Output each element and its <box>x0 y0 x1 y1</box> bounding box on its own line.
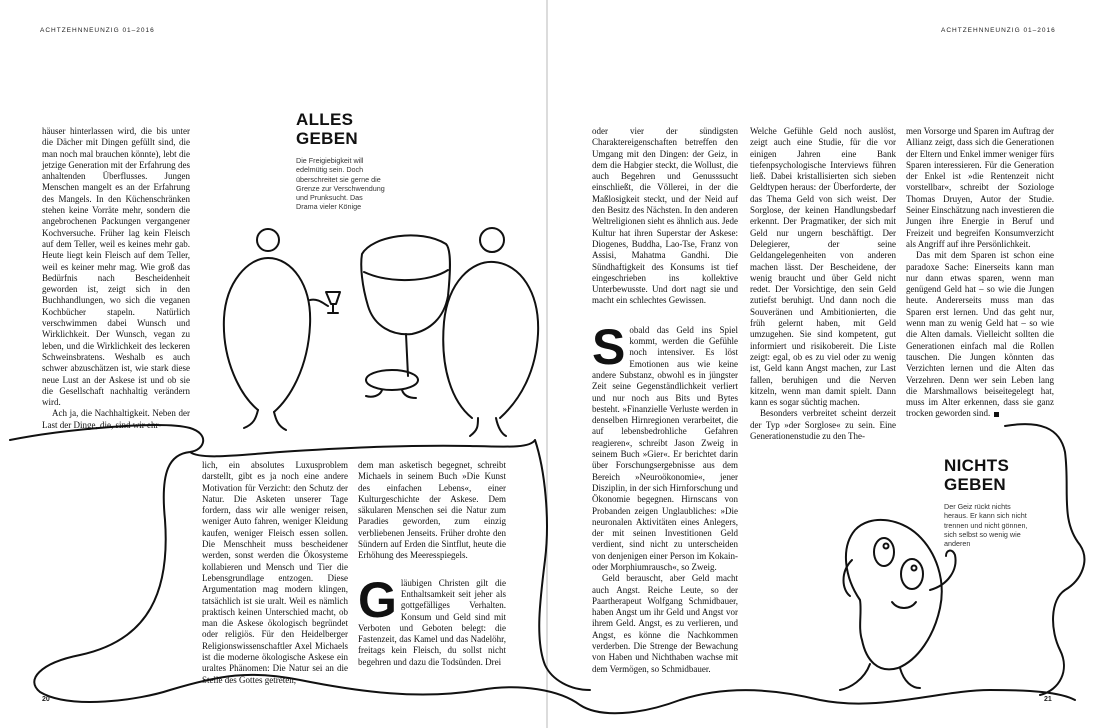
figure-left-legs <box>244 410 286 430</box>
text-column-5 <box>750 126 896 442</box>
text-column-2 <box>202 460 348 684</box>
wine-glass-left <box>326 292 340 313</box>
article-title-nichts-geben <box>944 456 1009 494</box>
text-column-3 <box>358 460 506 684</box>
figure-right-legs <box>470 418 506 436</box>
text-column-1 <box>42 126 190 428</box>
drop-cap: G <box>358 571 397 628</box>
paragraph: oder vier der sündigsten Charaktereigenschaften betreffen den Umgang mit den Dingen: der Geiz, in dem die Habgier steckt, die Wollust, die auch Begehren und Genusssucht einschließt, die Völlerei, in der die Maßlosigkeit steckt, und der Neid auf den Besitz des Nächsten. In den anderen Weltreligionen sieht es ähnlich aus. Jede Kultur hat ihren Superstar der Askese: Diogenes, Buddha, Lao-Tse, Franz von Assisi, Mahatma Gandhi. Die Sündhaftigkeit des Konsums ist tief eingeschrieben ins kollektive Unterbewusste. Und dort nagt sie und macht ein schlechtes Gewissen. <box>592 126 738 306</box>
egg-character-mouth <box>892 602 916 608</box>
running-header-right: ACHTZEHNNEUNZIG 01–2016 <box>941 27 1056 34</box>
title-line-2: GEBEN <box>296 129 358 148</box>
egg-character-pupil-right <box>912 566 917 571</box>
goblet-bowl <box>361 235 450 334</box>
paragraph: lich, ein absolutes Luxusproblem darstellt, gibt es ja noch eine andere Motivation für Verzicht: den Schutz der Natur. Die Asketen unserer Tage fordern, dass wir alle weniger reisen, weniger Auto fahren, weniger Kleidung kaufen, weniger Fleisch essen sollen. Die Menschheit muss bescheidener werden, sonst werden die Ökosysteme kollabieren und Mensch und Tier die Lebensgrundlage entzogen. Diese Argumentation mag modern klingen, tatsächlich ist sie uralt. Weil es nämlich praktisch keinen Unterschied macht, ob man die Askese ökologisch begründet oder religiös. Für den Heidelberger Religionswissenschaftler Axel Michaels ist die moderne ökologische Askese ein uraltes Phänomen: Die Natur sei an die Stelle des Gottes getreten, <box>202 460 348 685</box>
figure-left-arm <box>310 300 328 306</box>
text-column-4 <box>592 126 738 684</box>
text-column-6 <box>906 126 1054 432</box>
goblet-stem <box>406 334 408 376</box>
article-deck-alles-geben: Die Freigiebigkeit will edelmütig sein. Doch überschreitet sie gerne die Grenze zur Verschwendung und Prunksucht. Das Drama vieler Könige <box>296 156 385 212</box>
page-number-left: 20 <box>42 696 50 703</box>
drop-cap: S <box>592 318 626 375</box>
paragraph <box>906 250 1054 419</box>
running-header-left: ACHTZEHNNEUNZIG 01–2016 <box>40 27 155 34</box>
egg-character-outline <box>846 520 942 670</box>
figure-right-eye <box>480 228 504 252</box>
goblet-foot <box>366 370 418 390</box>
egg-character-eye-left <box>874 538 894 566</box>
title-line-2: GEBEN <box>944 475 1006 494</box>
paragraph: men Vorsorge und Sparen im Auftrag der Allianz zeigt, dass sich die Generationen der Eltern und Enkel immer weniger fürs Sparen interessieren. Für die Generation der Enkel ist »die Rentenzeit nicht vorstellbar«, schreibt der Soziologe Thomas Druyen, Autor der Studie. Seiner Einschätzung nach investieren die Jungen ihre Energie in Beruf und Freizeit und begreifen Konsumverzicht als Angriff auf ihre Persönlichkeit. <box>906 126 1054 249</box>
figure-left-outline <box>224 258 310 412</box>
page-number-right: 21 <box>1044 696 1052 703</box>
figure-right-outline <box>443 262 538 418</box>
goblet-feet <box>366 390 416 398</box>
paragraph-with-dropcap <box>592 318 738 574</box>
paragraph-text: läubigen Christen gilt die Enthaltsamkeit seit jeher als gottgefälliges Verhalten. Konsum und Geld sind mit Verboten und Geboten belegt: die Fastenzeit, das Kamel und das Nadelöhr, freitags kein Fleisch, du sollst nicht begehren und dazu die Todsünden. Drei <box>358 577 506 667</box>
paragraph: häuser hinterlassen wird, die bis unter die Dächer mit Dingen gefüllt sind, die man noch mal brauchen könnte), lebt die jetzige Generation mit der Erfahrung des anhaltenden Überflusses. Jungen Menschen mangelt es an der Erfahrung des Mangels. In den Küchenschränken stehen keine Vorräte mehr, sondern die angebrochenen Packungen vergangener Kochversuche. Früher lag kein Fleisch auf dem Teller, weil es keines mehr gab. Heute liegt kein Fleisch auf dem Teller, weil es keiner mehr mag. Wie groß das Bedürfnis nach Bescheidenheit geworden ist, zeigt sich in den Buchhandlungen, wo sich die veganen Kochbücher stapeln. Natürlich verschwimmen dabei Wunsch und Wirklichkeit. Der Wunsch, vegan zu leben, und die Wirklichkeit des leckeren Schweinsbratens. Weshalb es auch schwer abzuschätzen ist, wie stark diese neue Lust an der Askese ist und ob sie die Gesellschaft nachhaltig verändern wird. <box>42 126 190 408</box>
egg-character-pupil-left <box>884 544 889 549</box>
goblet-rim <box>364 270 448 280</box>
paragraph: Geld berauscht, aber Geld macht auch Angst. Reiche Leute, so der Paartherapeut Wolfgang Schmidbauer, haben Angst um ihr Geld und Angst vor ihrem Geld. Angst, es zu verlieren, und Angst, es könne die Nachkommen verderben. Die Strenge der Bewachung von Haben und Nichthaben wachse mit dem Vermögen, so Schmidbauer. <box>592 573 738 674</box>
paragraph-text: obald das Geld ins Spiel kommt, werden die Gefühle noch intensiver. Es löst Emotionen aus wie keine andere Substanz, obwohl es in jüngster Zeit seine Gegenständlichkeit verliert und nur noch aus Bits und Bytes besteht. »Finanzielle Verluste werden in denselben Hirnregionen verarbeitet, die auf lebensbedrohliche Gefahren reagieren«, schreibt Jason Zweig in seinem Buch »Gier«. Er berichtet darin über Forschungsergebnisse aus dem Bereich »Neuroökonomie«, jener Disziplin, in der sich Hirnforschung und Ökonomie begegnen. Hirnscans von Probanden zeigen Unglaubliches: »Die neuronalen Aktivitäten eines Anlegers, der mit seinen Investitionen Geld verdient, sind nicht zu unterscheiden von denjenigen einer Person im Kokain- oder Morphiumrausch«, so Zweig. <box>592 324 738 572</box>
paragraph: dem man asketisch begegnet, schreibt Michaels in seinem Buch »Die Kunst des einfachen Lebens«, einer Kulturgeschichte der Askese. Dem säkularen Menschen sei die Natur zum Paradies geworden, zum einzig verbliebenen Jenseits. Früher drohte den Sündern auf Erden die Sintflut, heute die Erhöhung des Meeresspiegels. <box>358 460 506 561</box>
article-deck-nichts-geben: Der Geiz rückt nichts heraus. Er kann sich nicht trennen und nicht gönnen, sich selbst so wenig wie anderen <box>944 502 1028 549</box>
paragraph-text: Das mit dem Sparen ist schon eine paradoxe Sache: Einerseits kann man nur dann etwas sparen, wenn man genügend Geld hat – so wie die Jungen heute. Andererseits muss man das Sparen erst lernen. Und das geht nur, wenn man zu wenig Geld hat – so wie die Alten damals. Vielleicht sollten die Generationen einfach mal die Rollen tauschen. Die Jungen könnten das Verzichten lernen und die Alten das Verzehren. Denn wer sein Leben lang die Marshmallows beiseitegelegt hat, muss im Alter erkennen, dass sie ganz trocken geworden sind. <box>906 250 1054 419</box>
figure-left-eye <box>257 229 279 251</box>
article-title-alles-geben <box>296 110 358 148</box>
egg-character-arm-left <box>844 560 853 596</box>
title-line-1: NICHTS <box>944 456 1010 475</box>
egg-character-eye-right <box>901 559 923 589</box>
title-line-1: ALLES <box>296 110 354 129</box>
paragraph: Ach ja, die Nachhaltigkeit. Neben der Last der Dinge, die, sind wir ehr- <box>42 408 190 430</box>
paragraph: Welche Gefühle Geld noch auslöst, zeigt auch eine Studie, für die vor einigen Jahren eine Bank tiefenpsychologische Interviews führen ließ. Dabei kristallisierten sich sieben Geldtypen heraus: der Überforderte, der das Thema Geld von sich weist. Der Sorglose, der keinen Handlungsbedarf erkennt. Der Pragmatiker, der sich mit Geld nur ungern beschäftigt. Der Delegierer, der seine Geldangelegenheiten von anderen machen lässt. Der Bescheidene, der wenig braucht und über Geld nicht redet. Der Vorsichtige, den sein Geld zutiefst beruhigt. Und dann noch die Souveränen und Ambitionierten, die früh gelernt haben, mit Geld umzugehen. Sie sind kompetent, gut informiert und risikobereit. Die Liste zeigt: egal, ob es zu viel oder zu wenig ist, Geld kann Angst machen, zur Last fallen, beruhigen und die Nerven kitzeln, wenn man damit spielt. Dann kann es sogar süchtig machen. <box>750 126 896 408</box>
paragraph-with-dropcap <box>358 571 506 668</box>
end-mark-icon <box>994 412 999 417</box>
paragraph: Besonders verbreitet scheint derzeit der Typ »der Sorglose« zu sein. Eine Generationenstudie zu den The- <box>750 408 896 442</box>
